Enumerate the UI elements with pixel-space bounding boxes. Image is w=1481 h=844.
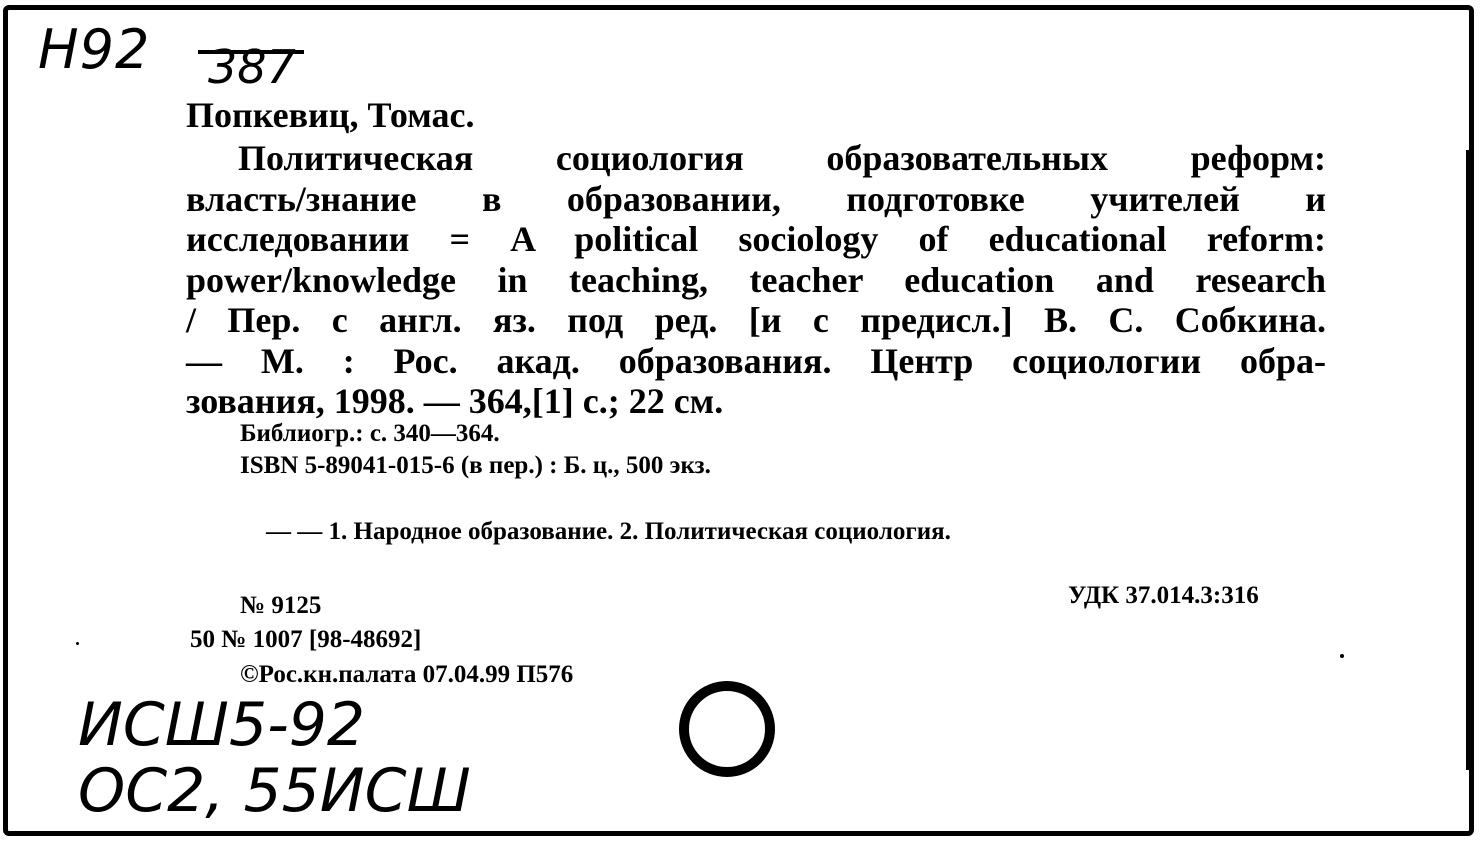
ink-speck	[76, 642, 79, 645]
record-number: № 9125	[240, 592, 322, 619]
shelf-number: 387	[208, 40, 296, 94]
description-line: власть/знание в образовании, подготовке учителей и	[186, 178, 1326, 219]
handwritten-inventory-2: ОС2, 55ИСШ	[78, 756, 471, 826]
card-number: 50 № 1007 [98-48692]	[190, 626, 422, 653]
bibliography-note: Библиогр.: с. 340—364.	[240, 420, 500, 447]
description-line: / Пер. с англ. яз. под ред. [и с предисл.] В. С. Собкина.	[186, 300, 1326, 340]
handwritten-inventory-1: ИСШ5-92	[78, 690, 366, 760]
subject-headings: — — 1. Народное образование. 2. Политическая социология.	[266, 518, 951, 545]
catalog-card	[3, 5, 1474, 836]
shelf-code: Н92	[38, 18, 151, 81]
description-line: зования, 1998. — 364,[1] с.; 22 см.	[186, 381, 724, 421]
book-chamber-imprint: ©Рос.кн.палата 07.04.99 П576	[240, 661, 574, 688]
isbn-line: ISBN 5-89041-015-6 (в пер.) : Б. ц., 500 экз.	[240, 452, 711, 479]
description-line: power/knowledge in teaching, teacher education and research	[186, 259, 1326, 300]
author-heading: Попкевиц, Томас.	[186, 95, 475, 135]
bibliographic-description	[186, 138, 1326, 422]
description-line: — М. : Рос. акад. образования. Центр социологии обра-	[186, 340, 1326, 381]
description-line: исследовании = A political sociology of educational reform:	[186, 219, 1326, 259]
hole-circle-mark	[679, 681, 775, 777]
card-edge-shadow	[1466, 150, 1473, 770]
udk-code: УДК 37.014.3:316	[1068, 582, 1259, 609]
ink-speck	[1340, 654, 1344, 658]
description-line: Политическая социология образовательных реформ:	[238, 138, 1326, 178]
